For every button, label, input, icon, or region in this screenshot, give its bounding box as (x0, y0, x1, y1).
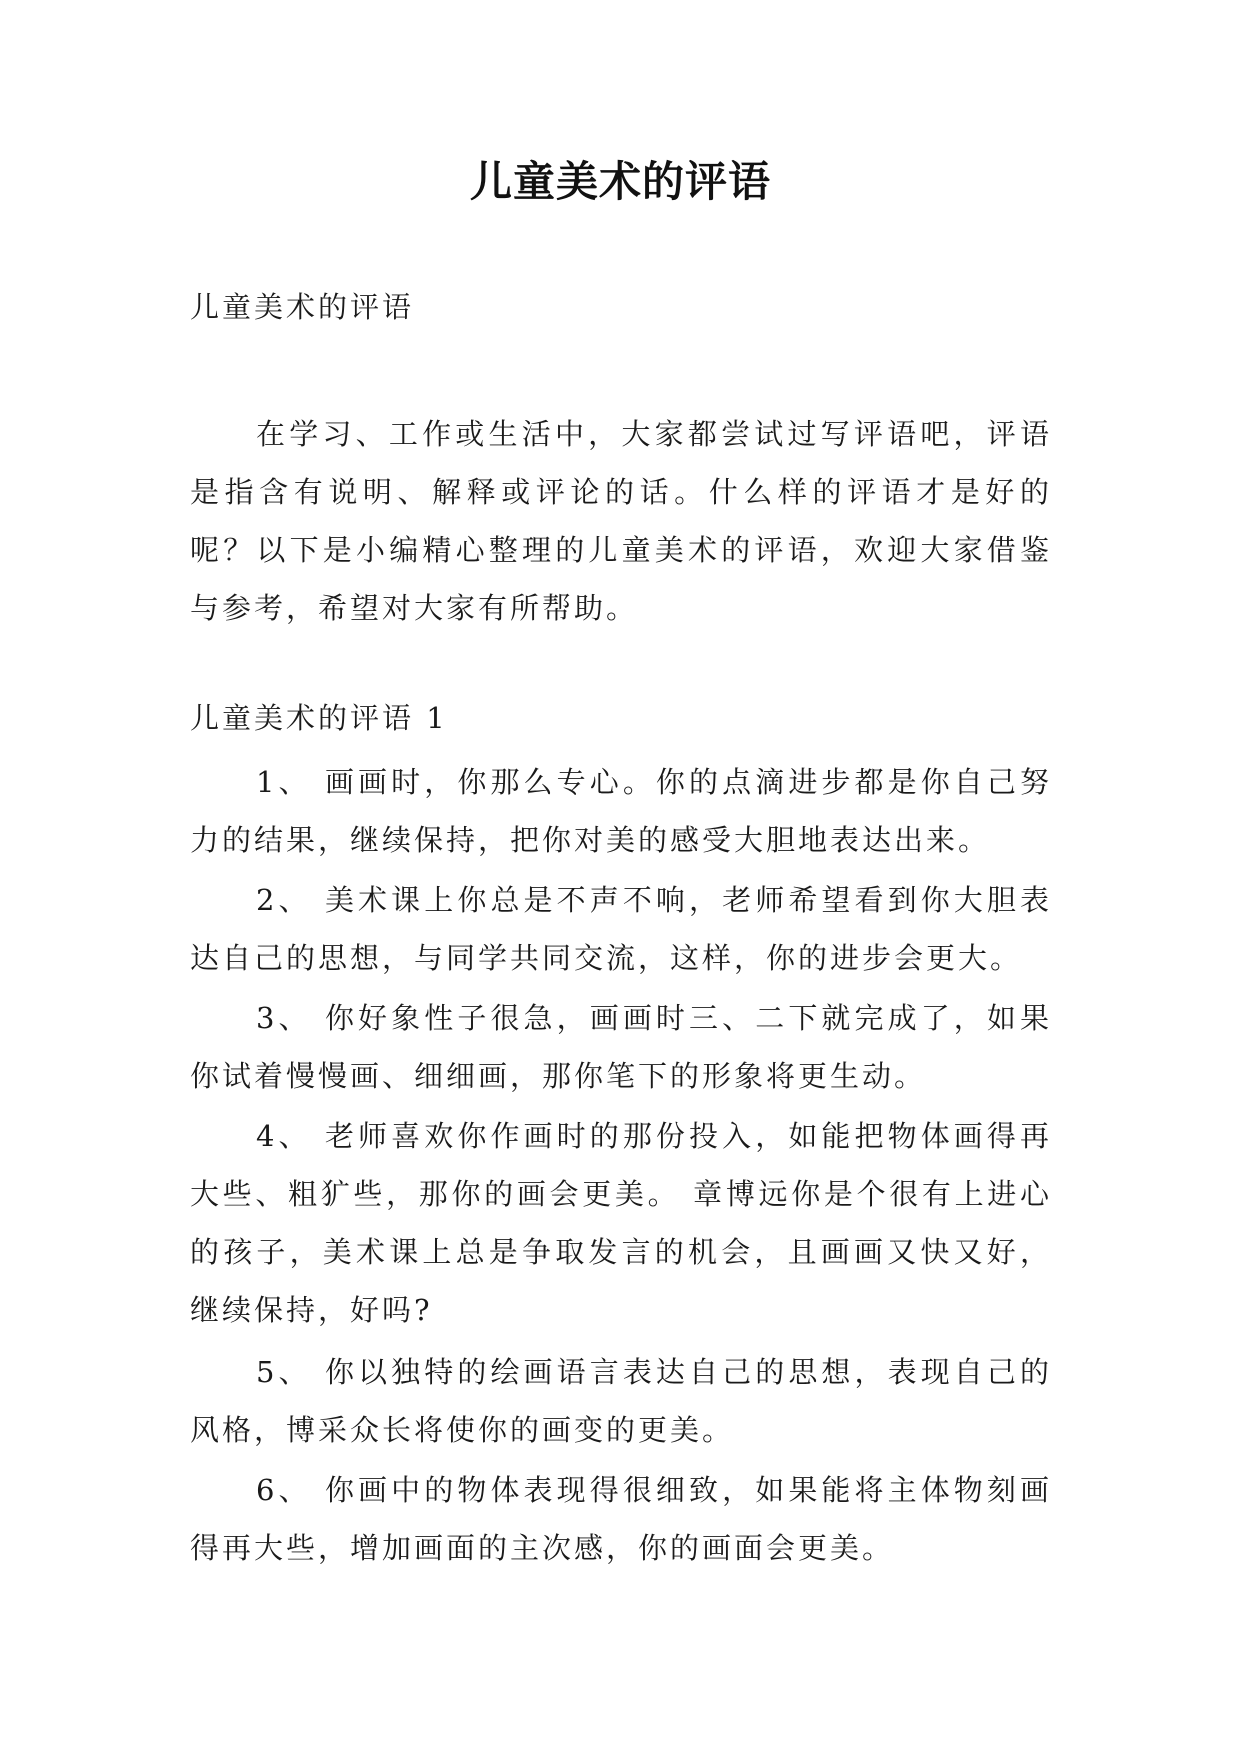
comment-item-2: 2、 美术课上你总是不声不响，老师希望看到你大胆表达自己的思想，与同学共同交流，这样，你的进步会更大。 (190, 883, 1052, 975)
comment-item-4: 4、 老师喜欢你作画时的那份投入，如能把物体画得再大些、粗犷些，那你的画会更美。 章博远你是个很有上进心的孩子，美术课上总是争取发言的机会，且画画又快又好，继续保持，好吗? (190, 1119, 1052, 1327)
intro-paragraph: 在学习、工作或生活中，大家都尝试过写评语吧，评语是指含有说明、解释或评论的话。什么样的评语才是好的呢？以下是小编精心整理的儿童美术的评语，欢迎大家借鉴与参考，希望对大家有所帮助。 (190, 417, 1052, 625)
document-title: 儿童美术的评语 (469, 157, 771, 206)
document-subtitle: 儿童美术的评语 (190, 290, 415, 324)
comment-item-5: 5、 你以独特的绘画语言表达自己的思想，表现自己的风格，博采众长将使你的画变的更美。 (190, 1355, 1052, 1447)
comment-item-1: 1、 画画时，你那么专心。你的点滴进步都是你自己努力的结果，继续保持，把你对美的感受大胆地表达出来。 (190, 765, 1052, 857)
comment-item-6: 6、 你画中的物体表现得很细致，如果能将主体物刻画得再大些，增加画面的主次感，你的画面会更美。 (190, 1473, 1052, 1565)
section-heading: 儿童美术的评语 1 (190, 701, 448, 735)
comment-item-3: 3、 你好象性子很急，画画时三、二下就完成了，如果你试着慢慢画、细细画，那你笔下的形象将更生动。 (190, 1001, 1052, 1093)
